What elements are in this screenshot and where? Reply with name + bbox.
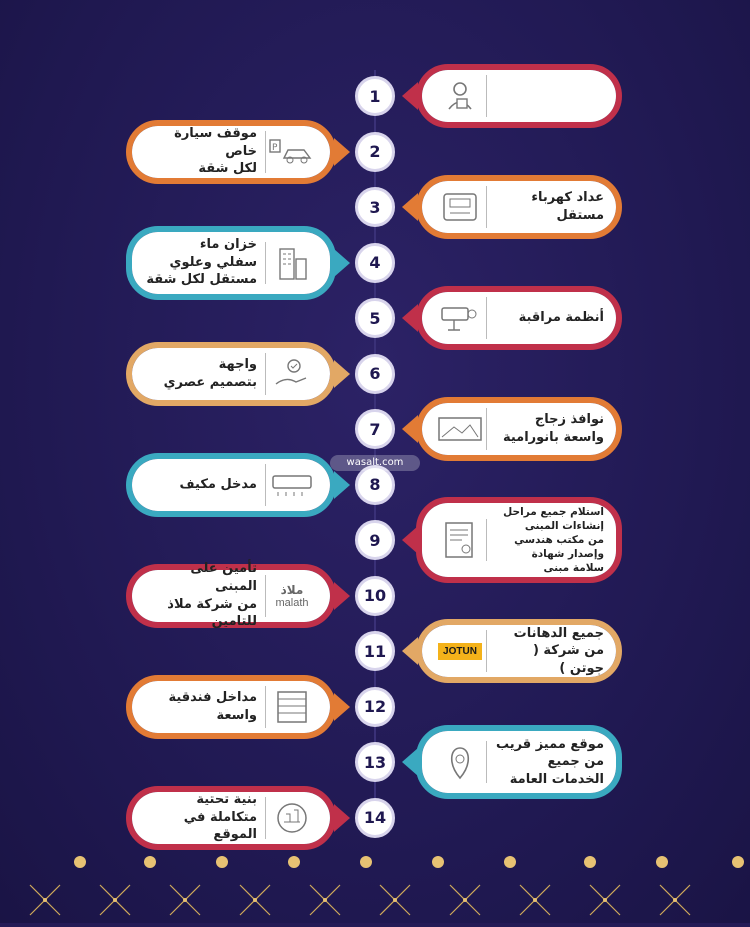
feature-card-1 bbox=[416, 64, 622, 128]
step-number-4: 4 bbox=[355, 243, 395, 283]
feature-card-body bbox=[422, 625, 616, 677]
malath-logo bbox=[265, 575, 318, 617]
feature-text: موقع مميز قريب من جميع الخدمات العامة bbox=[495, 736, 604, 787]
step-number-9: 9 bbox=[355, 520, 395, 560]
card-pointer bbox=[402, 526, 418, 554]
feature-card-10 bbox=[126, 561, 336, 630]
watermark: wasalt.com bbox=[330, 455, 420, 471]
step-number-12: 12 bbox=[355, 687, 395, 727]
feature-card-body bbox=[422, 292, 616, 344]
feature-text: أنظمة مراقبة bbox=[518, 310, 604, 326]
feature-card-12 bbox=[126, 675, 336, 739]
feature-card-body bbox=[132, 348, 330, 400]
user-lock-icon bbox=[434, 75, 487, 117]
feature-card-body bbox=[422, 731, 616, 793]
feature-card-11 bbox=[416, 619, 622, 683]
feature-text: نوافذ زجاج واسعة بانورامية bbox=[502, 412, 604, 445]
svg-text:P: P bbox=[272, 142, 278, 153]
location-pin-icon bbox=[434, 741, 487, 783]
feature-card-7 bbox=[416, 397, 622, 461]
step-number-14: 14 bbox=[355, 798, 395, 838]
card-pointer bbox=[334, 360, 350, 388]
footer-decoration bbox=[0, 850, 750, 923]
feature-card-body bbox=[422, 503, 616, 577]
step-number-5: 5 bbox=[355, 298, 395, 338]
feature-card-body bbox=[132, 126, 330, 178]
feature-card-3 bbox=[416, 175, 622, 239]
step-number-7: 7 bbox=[355, 409, 395, 449]
card-pointer bbox=[334, 582, 350, 610]
feature-card-6 bbox=[126, 342, 336, 406]
certificate-icon bbox=[434, 519, 487, 561]
feature-text: جميع الدهانات من شركة ( جوتن ) bbox=[513, 625, 604, 676]
feature-card-14 bbox=[126, 786, 336, 850]
feature-card-8 bbox=[126, 453, 336, 517]
feature-card-body bbox=[132, 232, 330, 294]
card-pointer bbox=[402, 304, 418, 332]
feature-card-body bbox=[132, 459, 330, 511]
card-pointer bbox=[402, 82, 418, 110]
feature-text: مداخل فندقية واسعة bbox=[168, 689, 257, 723]
card-pointer bbox=[402, 415, 418, 443]
infrastructure-icon bbox=[265, 797, 318, 839]
building-icon bbox=[265, 242, 318, 284]
feature-text: استلام جميع مراحل إنشاءات المبنى من مكتب هندسي وإصدار شهادة سلامة مبنى bbox=[503, 505, 604, 575]
step-number-3: 3 bbox=[355, 187, 395, 227]
malath-logo-latin: malath bbox=[275, 596, 309, 609]
jotun-logo-text: JOTUN bbox=[438, 643, 482, 660]
card-pointer bbox=[402, 193, 418, 221]
card-pointer bbox=[402, 748, 418, 776]
feature-text: خزان ماء سفلي وعلوي مستقل لكل شقة bbox=[146, 237, 257, 288]
feature-text: عداد كهرباء مستقل bbox=[531, 190, 604, 223]
air-conditioner-icon bbox=[265, 464, 318, 506]
card-pointer bbox=[334, 804, 350, 832]
feature-card-9 bbox=[416, 497, 622, 583]
step-number-11: 11 bbox=[355, 631, 395, 671]
step-number-6: 6 bbox=[355, 354, 395, 394]
hotel-entrance-icon bbox=[265, 686, 318, 728]
electric-meter-icon bbox=[434, 186, 487, 228]
feature-text: تأمين على المبنى من شركة ملاذ للتامين bbox=[167, 561, 257, 630]
card-pointer bbox=[334, 471, 350, 499]
window-icon bbox=[434, 408, 487, 450]
jotun-logo bbox=[434, 630, 487, 672]
feature-card-body bbox=[422, 181, 616, 233]
feature-text: واجهة بتصميم عصري bbox=[163, 356, 257, 390]
step-number-13: 13 bbox=[355, 742, 395, 782]
feature-card-body bbox=[132, 681, 330, 733]
step-number-10: 10 bbox=[355, 576, 395, 616]
feature-card-2 bbox=[126, 120, 336, 184]
feature-card-body bbox=[422, 70, 616, 122]
feature-text: بنية تحتية متكاملة في الموقع bbox=[183, 792, 257, 843]
malath-logo-arabic: ملاذ bbox=[280, 582, 304, 597]
feature-card-body bbox=[132, 792, 330, 844]
footer-pattern bbox=[0, 850, 750, 923]
card-pointer bbox=[334, 138, 350, 166]
feature-card-13 bbox=[416, 725, 622, 799]
card-pointer bbox=[402, 637, 418, 665]
hand-badge-icon bbox=[265, 353, 318, 395]
feature-card-body bbox=[132, 561, 330, 630]
feature-card-body bbox=[422, 403, 616, 455]
step-number-2: 2 bbox=[355, 132, 395, 172]
card-pointer bbox=[334, 693, 350, 721]
step-number-1: 1 bbox=[355, 76, 395, 116]
feature-card-5 bbox=[416, 286, 622, 350]
feature-card-4 bbox=[126, 226, 336, 300]
feature-text: مدخل مكيف bbox=[179, 476, 257, 492]
card-pointer bbox=[334, 249, 350, 277]
feature-text: موقف سيارة خاص لكل شقة bbox=[174, 126, 257, 177]
camera-icon bbox=[434, 297, 487, 339]
step-number-8: 8 bbox=[355, 465, 395, 505]
parking-car-icon bbox=[265, 131, 318, 173]
